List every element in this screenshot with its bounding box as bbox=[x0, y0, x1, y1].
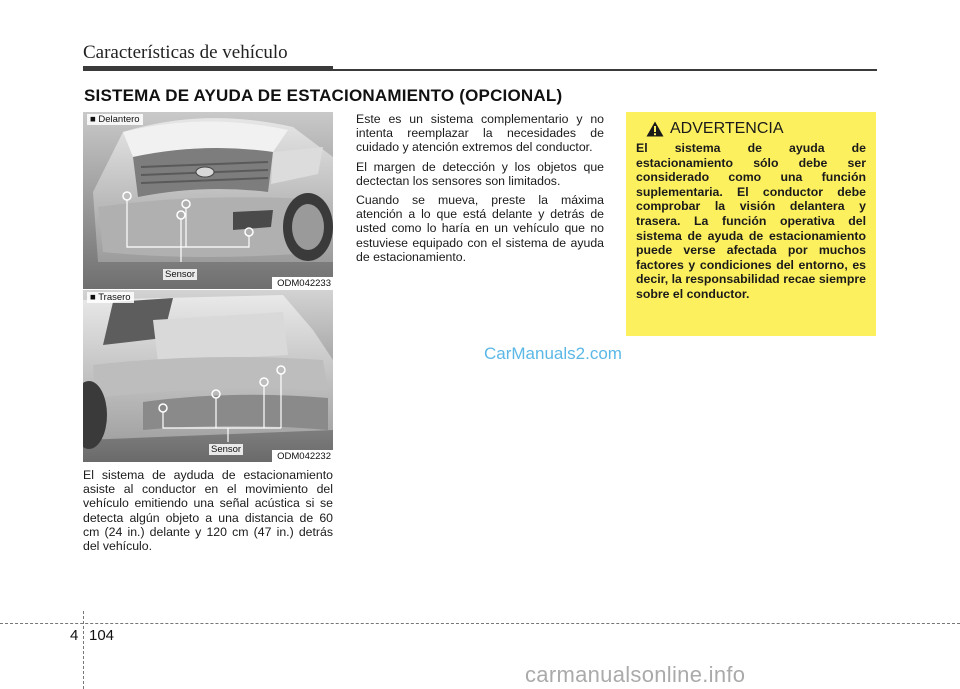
rear-figure-tag: ■ Trasero bbox=[87, 292, 134, 303]
rear-car-illustration bbox=[83, 290, 333, 462]
front-figure-tag: ■ Delantero bbox=[87, 114, 143, 125]
warning-body: El sistema de ayuda de estacionamiento sólo debe ser considerado como una función suplementaria. El conductor debe comprobar la visión delantera y trasera. La función operativa del sistema de ayuda de estacionamiento puede verse afectada por muchos factores y condiciones del entorno, es decir, la responsabilidad recae siempre sobre el conductor. bbox=[636, 141, 866, 301]
footer-chapter-number: 4 bbox=[70, 627, 79, 644]
body-paragraph-2: El margen de detección y los objetos que dectectan los sensores son limitados. bbox=[356, 159, 604, 188]
left-column-text bbox=[83, 468, 333, 558]
front-figure-code: ODM042233 bbox=[272, 277, 333, 289]
warning-header bbox=[646, 120, 866, 138]
footer-page-number: 104 bbox=[89, 627, 115, 644]
chapter-title: Características de vehículo bbox=[83, 42, 288, 63]
rear-sensor-figure bbox=[83, 290, 333, 462]
body-paragraph-3: Cuando se mueva, preste la máxima atención a lo que está delante y detrás de usted como lo haría en un vehículo que no estuviese equipado con el sistema de ayuda de estacionamiento. bbox=[356, 193, 604, 264]
front-sensor-label: Sensor bbox=[165, 269, 196, 280]
middle-column-text bbox=[356, 112, 604, 269]
rear-sensor-label: Sensor bbox=[211, 444, 242, 455]
intro-paragraph: El sistema de ayduda de estacionamiento asiste al conductor en el movimiento del vehículo emitiendo una señal acústica si se detecta algún objeto a una distancia de 60 cm (24 in.) delante y 120 cm (47 in.) detrás del vehículo. bbox=[83, 468, 333, 554]
footer-divider bbox=[83, 611, 84, 689]
header-rule-thin bbox=[333, 69, 877, 71]
rear-figure-code: ODM042232 bbox=[272, 450, 333, 462]
warning-box bbox=[626, 112, 876, 336]
section-heading: SISTEMA DE AYUDA DE ESTACIONAMIENTO (OPCIONAL) bbox=[84, 86, 563, 105]
warning-title: ADVERTENCIA bbox=[670, 120, 784, 137]
front-sensor-figure bbox=[83, 112, 333, 289]
front-car-illustration bbox=[83, 112, 333, 289]
warning-triangle-icon bbox=[646, 121, 664, 137]
body-paragraph-1: Este es un sistema complementario y no intenta reemplazar la necesidades de cuidado y atención extremos del conductor. bbox=[356, 112, 604, 155]
footer-rule bbox=[0, 623, 960, 624]
site-banner: carmanualsonline.info bbox=[525, 662, 746, 687]
header-rule-thick bbox=[83, 66, 333, 71]
watermark: CarManuals2.com bbox=[484, 344, 622, 363]
page-footer bbox=[0, 611, 960, 689]
